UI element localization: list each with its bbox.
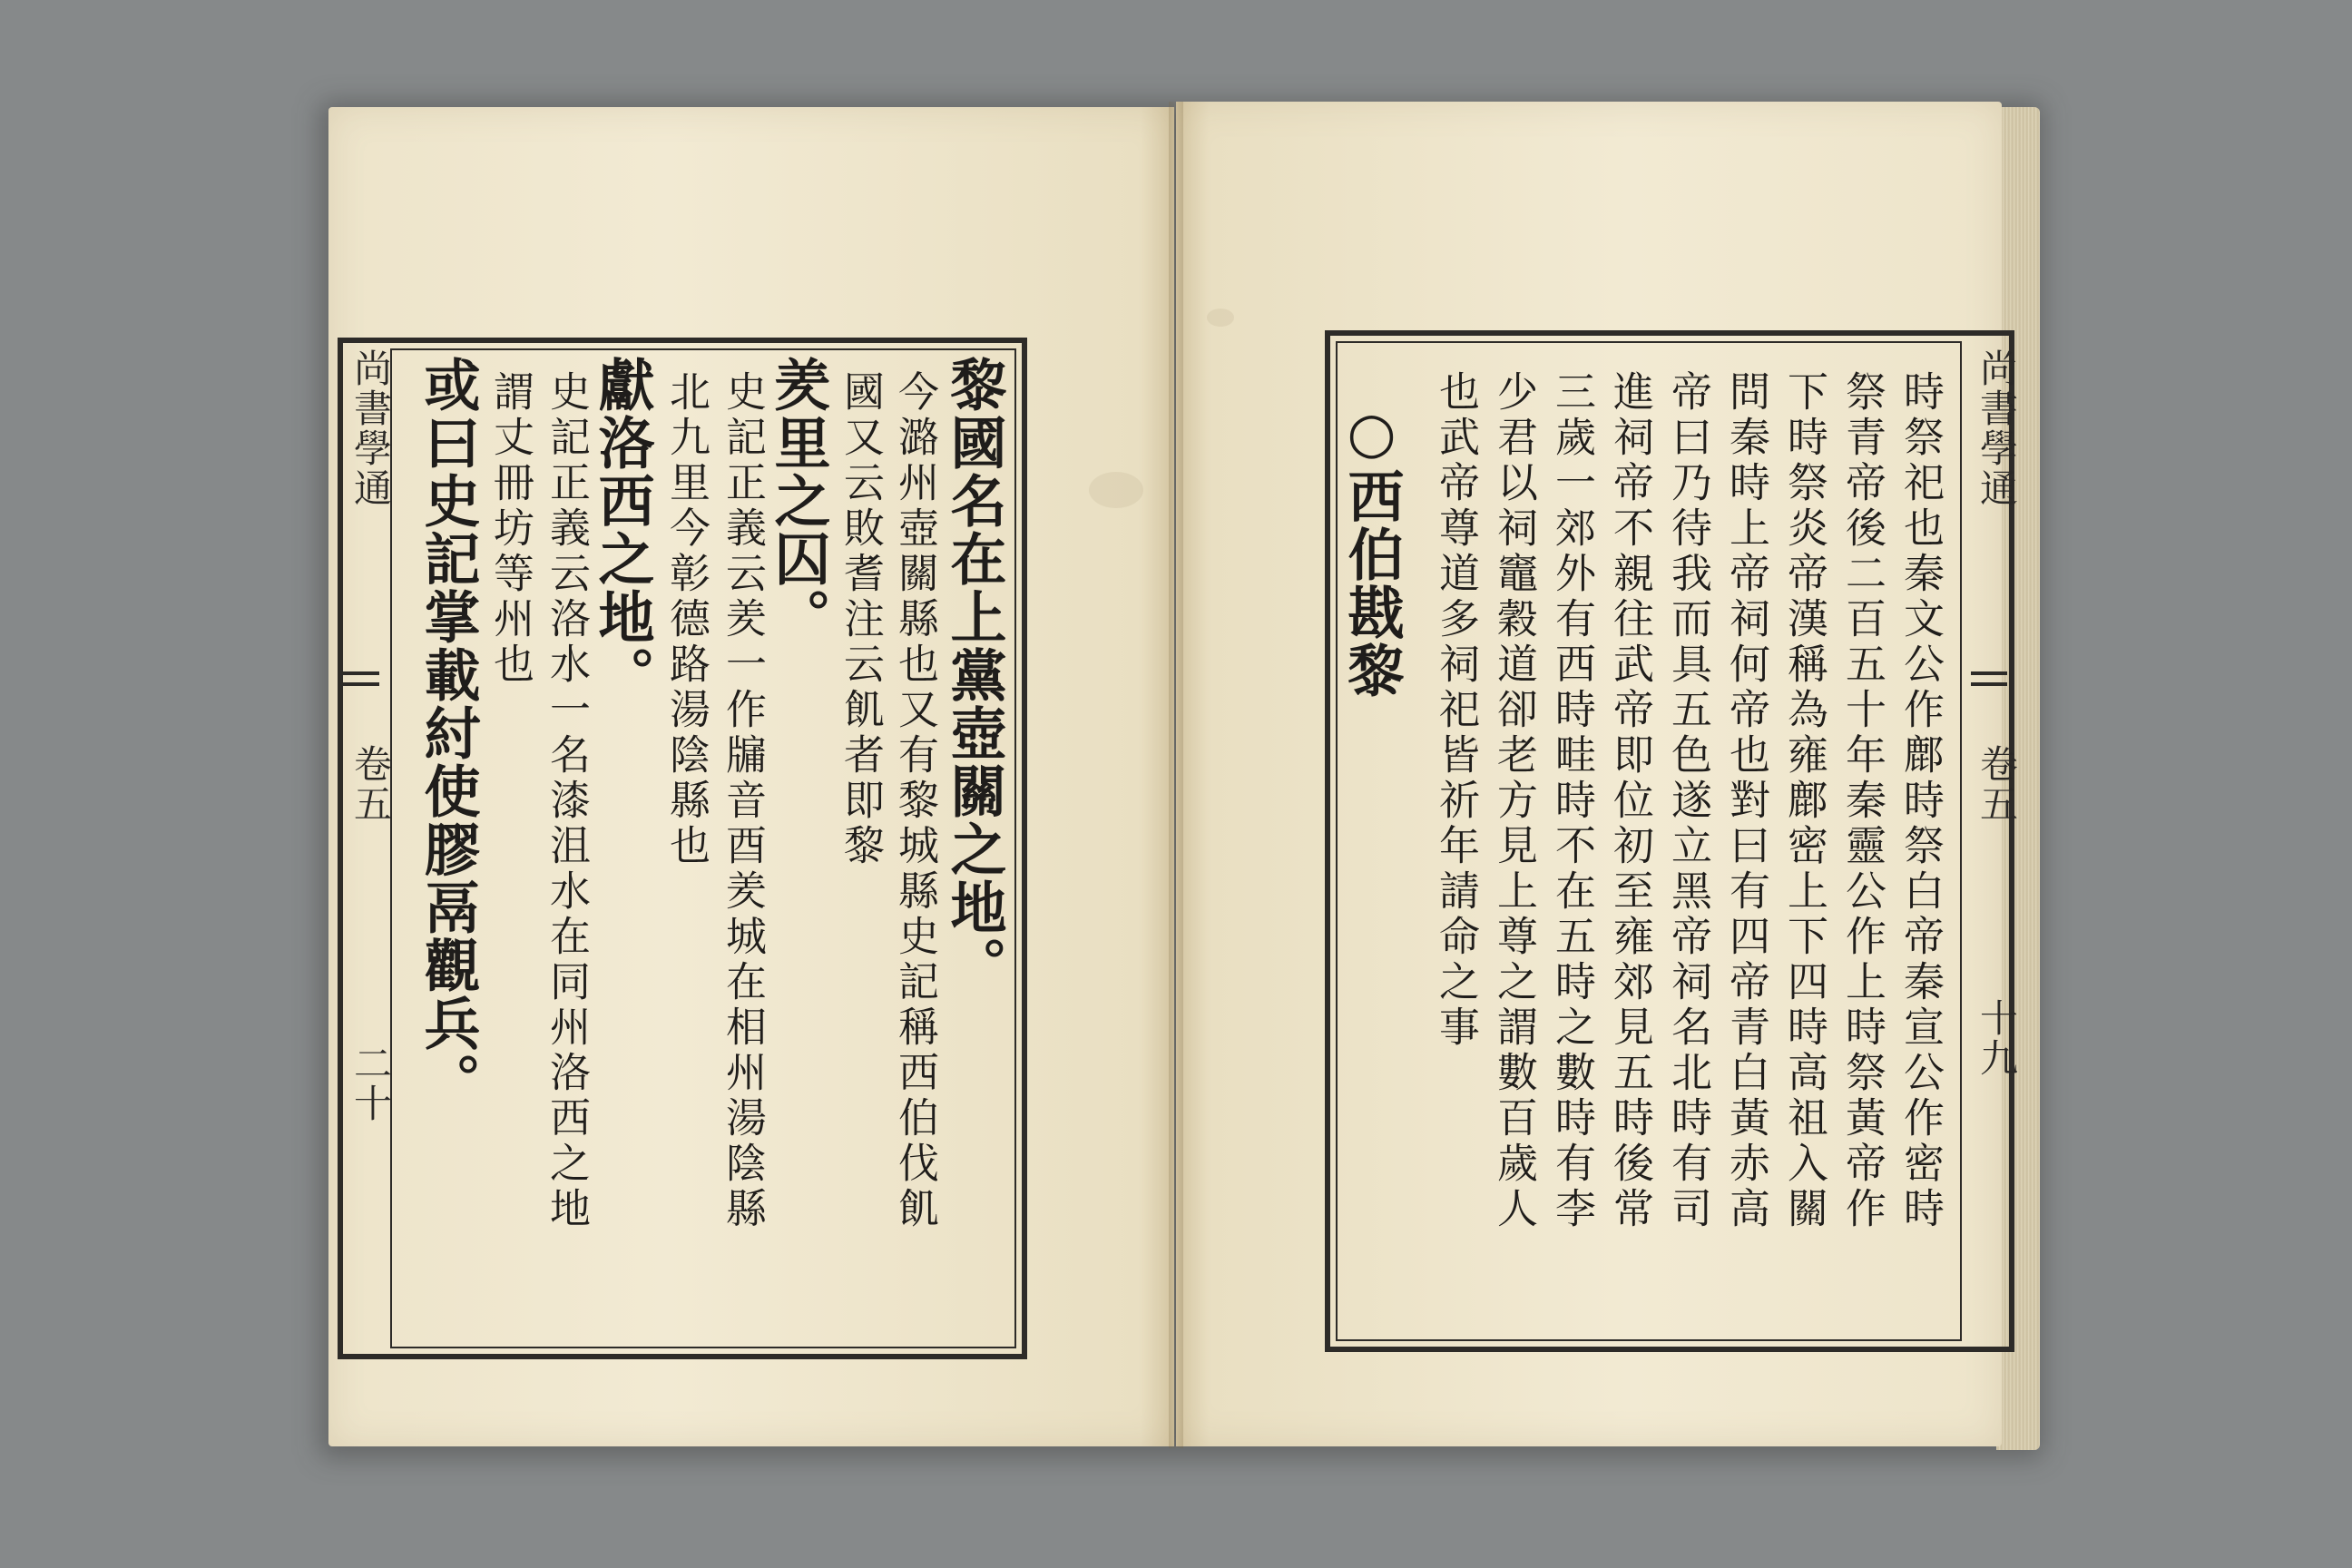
right-margin-volume: 卷五 [1975,744,2019,824]
right-column-1: 時祭祀也秦文公作鄜時祭白帝秦宣公作密時 [1896,370,1945,1232]
right-column-10: ○西伯戡黎 [1338,399,1405,700]
right-margin-title: 尚書學通 [1975,348,2019,508]
left-column-6: 北九里今彰德路湯陰縣也 [662,370,710,869]
right-column-5: 帝曰乃待我而具五色遂立黑帝祠名北時有司 [1664,370,1712,1232]
left-margin-volume: 卷五 [348,744,393,824]
right-column-4: 問秦時上帝祠何帝也對曰有四帝青白黃赤高 [1722,370,1770,1232]
right-column-6: 進祠帝不親往武帝即位初至雍郊見五時後常 [1606,370,1654,1232]
right-margin-leaf: 十九 [1975,998,2019,1078]
left-column-4: 羑里之囚。 [765,356,831,646]
book-gutter [1169,102,1183,1448]
left-column-9: 謂丈冊坊等州也 [486,370,534,688]
right-fold-mark [1971,671,2007,690]
left-column-10: 或曰史記掌載紂使膠鬲觀兵。 [415,356,481,1111]
paper-stain [1089,472,1143,508]
left-fold-mark [343,671,379,690]
left-column-8: 史記正義云洛水一名漆沮水在同州洛西之地 [543,370,591,1232]
left-column-3: 國又云敗耆注云飢者即黎 [837,370,885,869]
right-column-9: 也武帝尊道多祠祀皆祈年請命之事 [1432,370,1480,1051]
paper-stain [1207,309,1234,327]
left-column-7: 獻洛西之地。 [589,356,655,704]
left-column-1: 黎國名在上黨壺關之地。 [941,356,1007,995]
right-column-2: 祭青帝後二百五十年秦靈公作上時祭黃帝作 [1838,370,1886,1232]
left-column-5: 史記正義云羑一作牖音酉羑城在相州湯陰縣 [719,370,767,1232]
left-column-2: 今潞州壺關縣也又有黎城縣史記稱西伯伐飢 [891,370,939,1232]
left-margin-title: 尚書學通 [348,348,393,508]
right-column-8: 少君以祠竈穀道卻老方見上尊之謂數百歲人 [1490,370,1538,1232]
right-column-7: 三歲一郊外有西時畦時不在五時之數時有李 [1548,370,1596,1232]
left-margin-leaf: 二十 [348,1044,393,1123]
right-column-3: 下時祭炎帝漢稱為雍鄜密上下四時高祖入關 [1780,370,1828,1232]
